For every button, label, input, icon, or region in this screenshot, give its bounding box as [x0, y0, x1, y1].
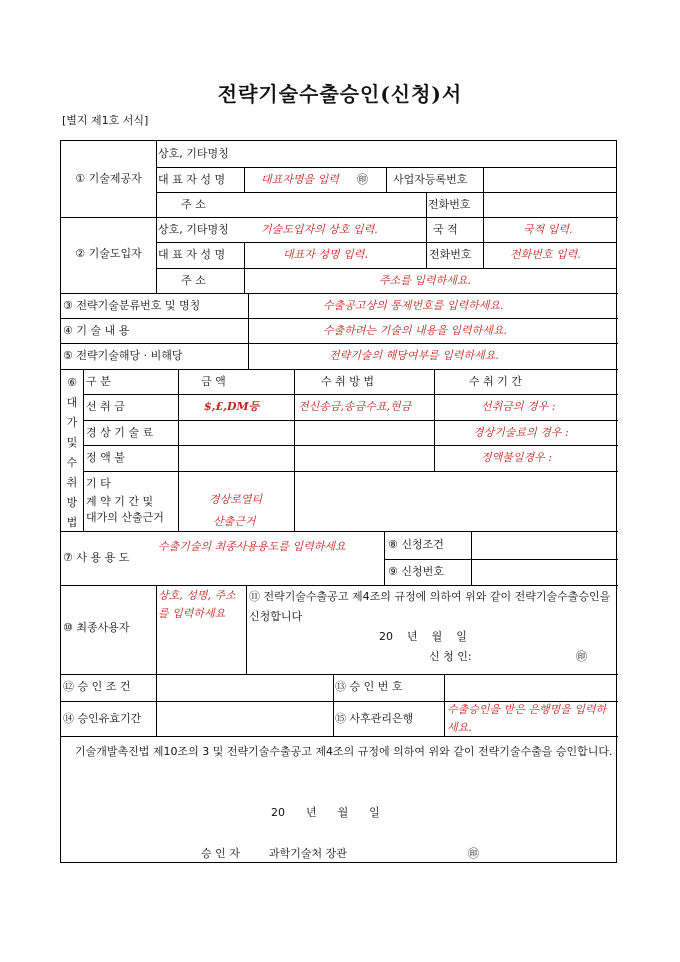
row-label-advance: 선 취 금	[86, 400, 125, 413]
tech-content-value[interactable]: 수출하려는 기술의 내용을 입력하세요.	[323, 324, 508, 337]
contract-label-2: 대가의 산출근거	[86, 511, 164, 524]
bank-label: ⑮ 사후관리은행	[335, 712, 414, 725]
row-label-royalty: 경 상 기 술 료	[86, 426, 154, 439]
approval-condition-label: ⑫ 승 인 조 건	[63, 680, 131, 693]
importer-name-value[interactable]: 기술도입자의 상호 입력.	[261, 223, 378, 236]
row-amount-advance[interactable]: $,£,DM등	[204, 400, 260, 413]
row-label-other: 기 타	[86, 477, 111, 490]
applicant-seal: ㊞	[576, 650, 587, 663]
provider-label: ① 기술제공자	[75, 172, 142, 185]
approval-number-label: ⑬ 승 인 번 호	[335, 680, 403, 693]
col-header-period: 수 취 기 간	[469, 375, 522, 388]
strategic-status-value[interactable]: 전략기술의 해당여부를 입력하세요.	[329, 349, 499, 362]
importer-name-label: 상호, 기타명칭	[158, 223, 229, 236]
application-date: 20 년 월 일	[379, 630, 467, 643]
importer-rep-value[interactable]: 대표자 성명 입력.	[283, 248, 368, 261]
payment-side-label: ⑥ 대 가 및 수 취 방 법	[66, 376, 78, 529]
contract-value-2[interactable]: 산출근거	[213, 515, 256, 528]
classification-value[interactable]: 수출공고상의 통제번호를 입력하세요.	[323, 299, 504, 312]
approver-name: 과학기술처 장관	[269, 847, 347, 860]
validity-period-label: ⑭ 승인유효기간	[63, 712, 142, 725]
tech-content-label: ④ 기 술 내 용	[63, 324, 130, 337]
usage-value[interactable]: 수출기술의 최종사용용도를 입력하세요	[158, 540, 346, 553]
importer-rep-label: 대 표 자 성 명	[158, 248, 226, 261]
application-form	[60, 140, 617, 863]
document-title: 전략기술수출승인(신청)서	[217, 82, 463, 106]
strategic-status-label: ⑤ 전략기술해당 · 비해당	[63, 349, 183, 362]
usage-label: ⑦ 사 용 용 도	[63, 551, 130, 564]
contract-value-1[interactable]: 경상로열티	[209, 493, 263, 506]
col-header-method: 수 취 방 법	[321, 375, 374, 388]
row-period-advance[interactable]: 선취금의 경우 :	[481, 400, 556, 413]
col-header-amount: 금 액	[201, 375, 226, 388]
approval-date: 20 년 월 일	[271, 806, 380, 819]
provider-name-label: 상호, 기타명칭	[158, 147, 229, 160]
provider-rep-value[interactable]: 대표자명을 입력	[261, 173, 339, 186]
provider-address-label: 주 소	[181, 198, 206, 211]
importer-label: ② 기술도입자	[75, 247, 142, 260]
contract-label-1: 계 약 기 간 및	[86, 495, 154, 508]
row-period-royalty[interactable]: 경상기술료의 경우 :	[473, 426, 569, 439]
row-label-fixed: 정 액 불	[86, 451, 125, 464]
importer-phone-value[interactable]: 전화번호 입력.	[510, 248, 581, 261]
end-user-label: ⑩ 최종사용자	[63, 621, 130, 634]
provider-phone-label: 전화번호	[428, 198, 471, 211]
bank-value[interactable]: 수출승인을 받은 은행명을 입력하세요.	[447, 703, 607, 734]
form-number: [별지 제1호 서식]	[62, 114, 149, 127]
classification-label: ③ 전략기술분류번호 및 명칭	[63, 299, 201, 312]
application-number-label: ⑨ 신청번호	[388, 565, 444, 578]
approver-label: 승 인 자	[201, 847, 240, 860]
col-header-category: 구 분	[86, 375, 111, 388]
importer-country-value[interactable]: 국적 입력.	[523, 223, 573, 236]
provider-biz-no-label: 사업자등록번호	[393, 173, 468, 186]
approver-seal: ㊞	[468, 847, 479, 860]
row-period-fixed[interactable]: 정액불일경우 :	[481, 451, 552, 464]
approval-statement: 기술개발촉진법 제10조의 3 및 전략기술수출공고 제4조의 규정에 의하여 위와 같이 전략기술수출을 승인합니다.	[75, 745, 613, 758]
importer-phone-label: 전화번호	[429, 248, 472, 261]
importer-address-label: 주 소	[181, 274, 206, 287]
applicant-label: 신 청 인:	[429, 650, 472, 663]
application-statement: ⑪ 전략기술수출공고 제4조의 규정에 의하여 위와 같이 전략기술수출승인을 신청합니다	[249, 590, 611, 623]
provider-rep-label: 대 표 자 성 명	[158, 173, 226, 186]
provider-seal: ㊞	[357, 173, 368, 186]
end-user-value[interactable]: 상호, 성명, 주소를 입력하세요	[158, 589, 236, 620]
row-method-advance[interactable]: 전신송금,송금수표,현금	[298, 400, 412, 413]
importer-country-label: 국 적	[433, 223, 458, 236]
importer-address-value[interactable]: 주소를 입력하세요.	[379, 274, 472, 287]
condition-label: ⑧ 신청조건	[388, 538, 444, 551]
